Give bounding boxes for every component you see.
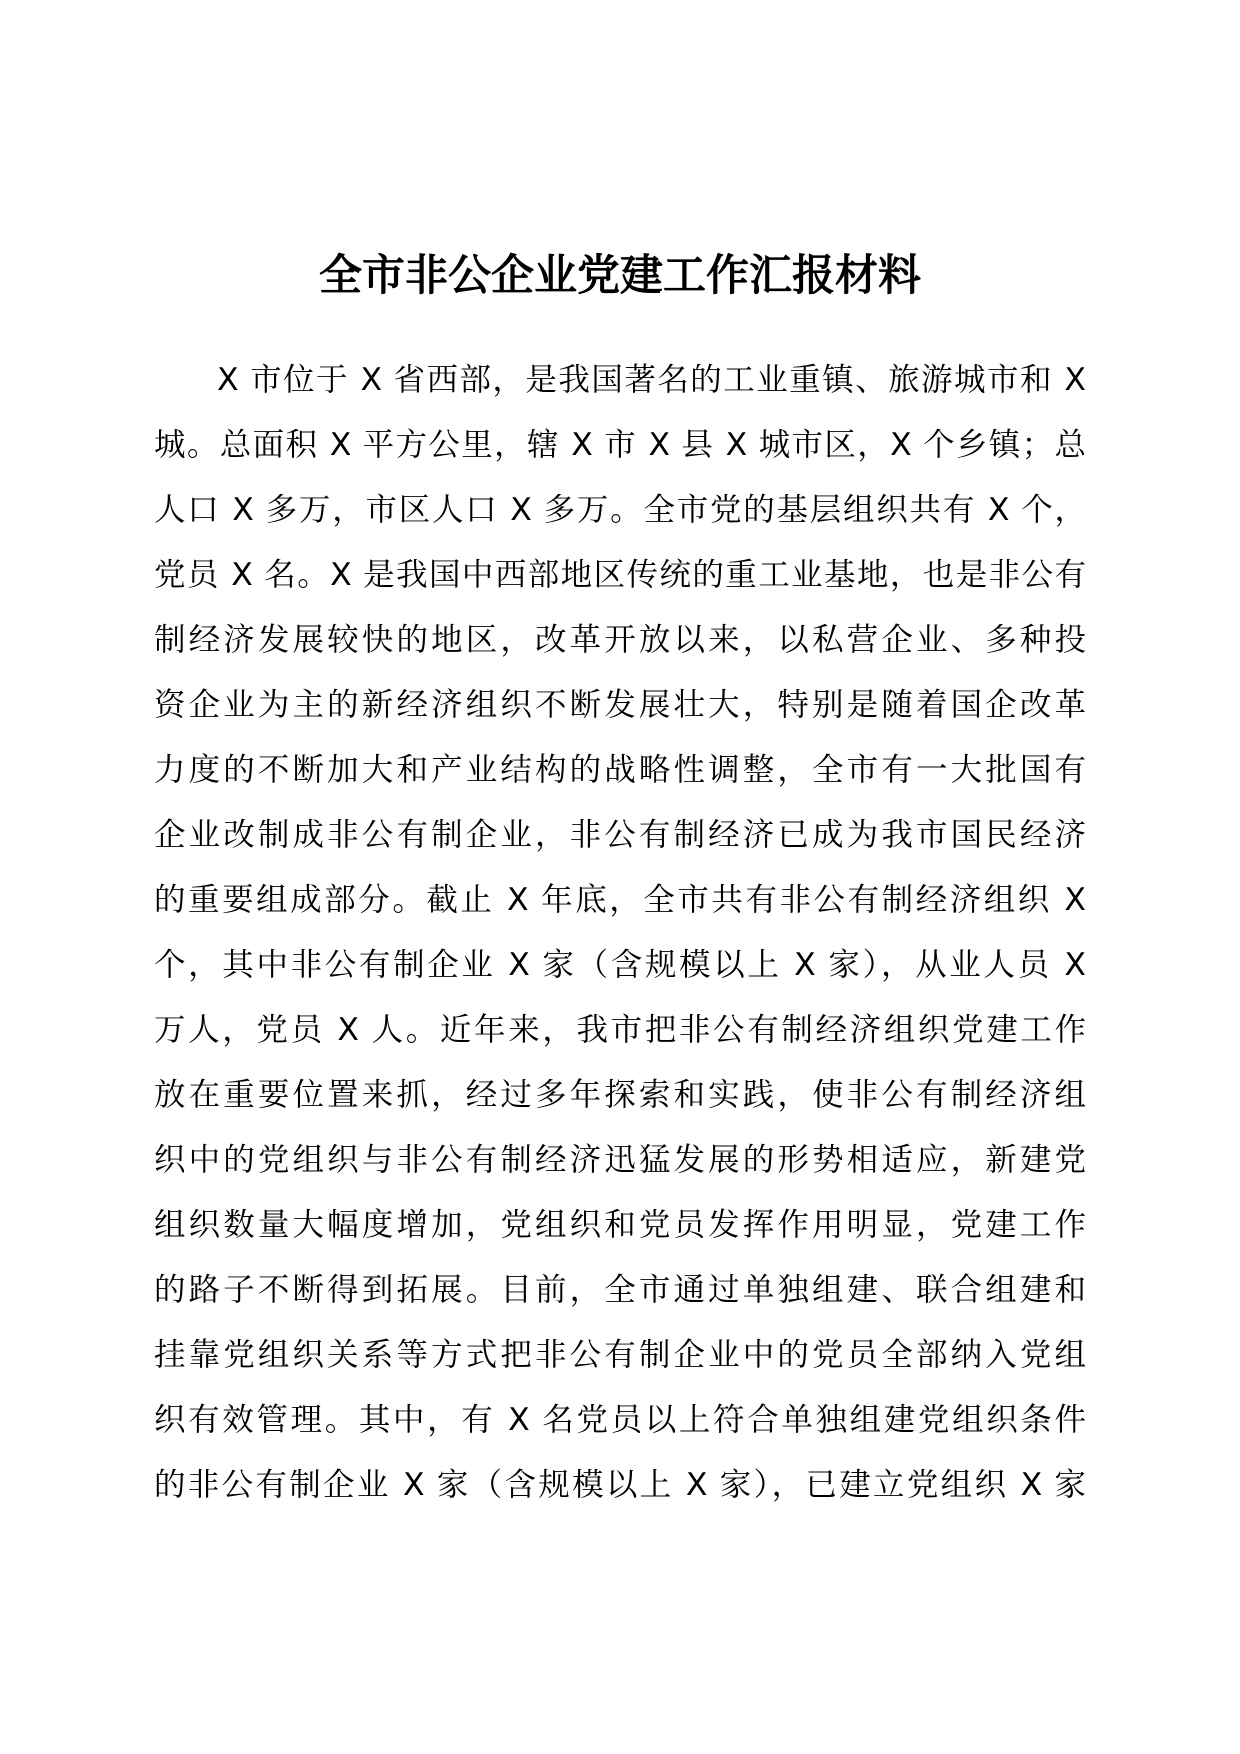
paragraph-line: 企业改制成非公有制企业，非公有制经济已成为我市国民经济 bbox=[154, 817, 1086, 853]
paragraph-line: 党员 X 名。X 是我国中西部地区传统的重工业基地，也是非公有 bbox=[154, 557, 1086, 593]
paragraph-line: 万人，党员 X 人。近年来，我市把非公有制经济组织党建工作 bbox=[154, 1012, 1086, 1048]
paragraph-line: 织有效管理。其中，有 X 名党员以上符合单独组建党组织条件 bbox=[154, 1402, 1086, 1438]
paragraph-line: 挂靠党组织关系等方式把非公有制企业中的党员全部纳入党组 bbox=[154, 1337, 1086, 1373]
paragraph-line: X 市位于 X 省西部，是我国著名的工业重镇、旅游城市和 X bbox=[217, 362, 1086, 398]
document-title: 全市非公企业党建工作汇报材料 bbox=[319, 251, 921, 301]
paragraph-line: 人口 X 多万，市区人口 X 多万。全市党的基层组织共有 X 个， bbox=[154, 492, 1086, 528]
paragraph-line: 织中的党组织与非公有制经济迅猛发展的形势相适应，新建党 bbox=[154, 1142, 1086, 1178]
paragraph-line: 的路子不断得到拓展。目前，全市通过单独组建、联合组建和 bbox=[154, 1272, 1086, 1308]
paragraph-line: 组织数量大幅度增加，党组织和党员发挥作用明显，党建工作 bbox=[154, 1207, 1086, 1243]
document-body bbox=[154, 348, 1086, 1518]
paragraph-line: 城。总面积 X 平方公里，辖 X 市 X 县 X 城市区，X 个乡镇；总 bbox=[154, 427, 1086, 463]
paragraph-line: 力度的不断加大和产业结构的战略性调整，全市有一大批国有 bbox=[154, 752, 1086, 788]
paragraph-line: 放在重要位置来抓，经过多年探索和实践，使非公有制经济组 bbox=[154, 1077, 1086, 1113]
paragraph-line: 资企业为主的新经济组织不断发展壮大，特别是随着国企改革 bbox=[154, 687, 1086, 723]
paragraph-line: 的非公有制企业 X 家（含规模以上 X 家），已建立党组织 X 家 bbox=[154, 1467, 1086, 1503]
paragraph-line: 个，其中非公有制企业 X 家（含规模以上 X 家），从业人员 X bbox=[154, 947, 1086, 983]
paragraph-line: 的重要组成部分。截止 X 年底，全市共有非公有制经济组织 X bbox=[154, 882, 1086, 918]
paragraph-line: 制经济发展较快的地区，改革开放以来，以私营企业、多种投 bbox=[154, 622, 1086, 658]
